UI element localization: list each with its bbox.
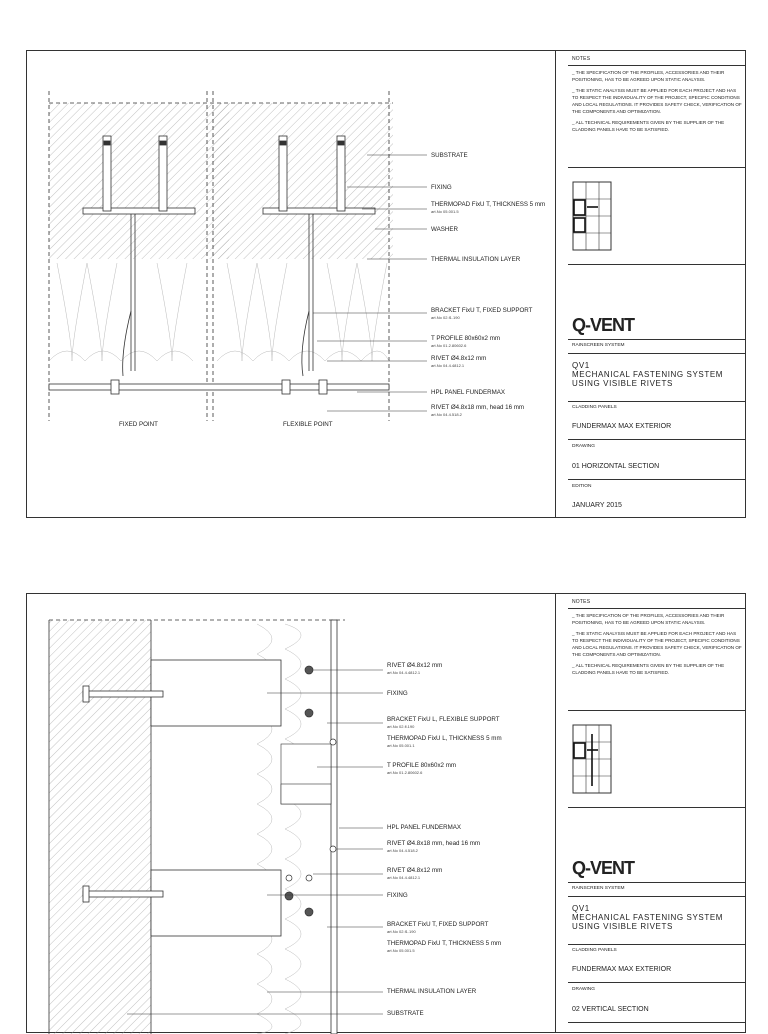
callout-thermopad: THERMOPAD FixU T, THICKNESS 5 mm: [431, 201, 546, 208]
callout-rivet-12-art: art.No 04.4.4812.1: [387, 670, 421, 675]
facade-key-icon: [572, 181, 612, 251]
title-block: [555, 51, 746, 517]
drawing-value: 02 VERTICAL SECTION: [572, 1006, 649, 1013]
brand-logo: Q-VENT: [572, 858, 635, 878]
vertical-section-drawing: [27, 594, 555, 1034]
system-label: RAINSCREEN SYSTEM: [572, 343, 625, 348]
drawing-sheet-vertical: [26, 593, 746, 1033]
callout-rivet-18: RIVET Ø4.8x18 mm, head 16 mm: [387, 840, 481, 847]
callout-substrate: SUBSTRATE: [431, 152, 468, 159]
callout-rivet-18-art: art.No 04.4.518.2: [431, 412, 462, 417]
bracket-fixed: [151, 870, 281, 936]
title-line: MECHANICAL FASTENING SYSTEM: [572, 913, 724, 922]
callout-bracket-fixed-art: art.No 02.f1.190: [387, 929, 416, 934]
panels-label: CLADDING PANELS: [572, 405, 617, 410]
note-item: _ THE SPECIFICATION OF THE PROFILES, ACCESSORIES AND THEIR POSITIONING, HAS TO BE AGREED UPON STATIC ANALYSIS.: [572, 613, 725, 626]
callout-thermopad-l: THERMOPAD FixU L, THICKNESS 5 mm: [387, 735, 502, 742]
callout-substrate: SUBSTRATE: [387, 1010, 424, 1017]
note-item: _ THE STATIC ANALYSIS MUST BE APPLIED FOR EACH PROJECT AND HAS TO RESPECT THE INDIVIDUALITY OF THE PROJECT, SPECIFIC CONDITIONS AND LOCAL REGULATIONS. IT PROVIDES SAFETY CHECK, VERIFICATION OF THE COMPONENTS AND OPTIMIZATION.: [572, 87, 742, 115]
title-line: USING VISIBLE RIVETS: [572, 922, 673, 931]
note-item: _ ALL TECHNICAL REQUIREMENTS GIVEN BY THE SUPPLIER OF THE CLADDING PANELS HAVE TO BE SATISFIED.: [572, 119, 725, 133]
callout-bracket-fixed: BRACKET FixU T, FIXED SUPPORT: [387, 921, 489, 928]
callout-fixing-lower: FIXING: [387, 892, 408, 899]
drawing-label: DRAWING: [572, 444, 596, 449]
callout-insulation: THERMAL INSULATION LAYER: [387, 988, 477, 995]
hpl-panel: [49, 384, 389, 390]
panels-value: FUNDERMAX MAX EXTERIOR: [572, 966, 672, 973]
panels-value: FUNDERMAX MAX EXTERIOR: [572, 423, 672, 430]
title-line: MECHANICAL FASTENING SYSTEM: [572, 370, 724, 379]
brand-logo: Q-VENT: [572, 315, 635, 335]
callout-rivet-18-art: art.No 04.4.518.2: [387, 848, 418, 853]
callout-rivet-12: RIVET Ø4.8x12 mm: [431, 355, 487, 362]
callout-thermopad-l-art: art.No 05.001.1: [387, 743, 415, 748]
callout-thermopad-t: THERMOPAD FixU T, THICKNESS 5 mm: [387, 940, 502, 947]
edition-label: EDITION: [572, 484, 592, 489]
callout-rivet-12-lower: RIVET Ø4.8x12 mm: [387, 867, 443, 874]
notes-list: [572, 69, 742, 136]
substrate-hatch-right: [213, 103, 393, 259]
horizontal-section-drawing: [27, 51, 555, 517]
edition-value: JANUARY 2015: [572, 502, 622, 509]
callout-t-profile: T PROFILE 80x60x2 mm: [387, 762, 457, 769]
callout-washer: WASHER: [431, 226, 458, 233]
drawing-title: [572, 361, 723, 388]
title-line: USING VISIBLE RIVETS: [572, 379, 673, 388]
callout-bracket-art: art.No 02.f1.190: [431, 315, 460, 320]
callout-insulation: THERMAL INSULATION LAYER: [431, 256, 521, 263]
title-block: [555, 594, 746, 1032]
caption-fixed-point: FIXED POINT: [119, 421, 158, 428]
callout-rivet-12: RIVET Ø4.8x12 mm: [387, 662, 443, 669]
callout-rivet-12-lower-art: art.No 04.4.4812.1: [387, 875, 421, 880]
callout-hpl-panel: HPL PANEL FUNDERMAX: [431, 389, 506, 396]
drawing-sheet-horizontal: [26, 50, 746, 518]
callout-rivet-18: RIVET Ø4.8x18 mm, head 16 mm: [431, 404, 525, 411]
title-line: QV1: [572, 361, 590, 370]
callout-t-profile: T PROFILE 80x60x2 mm: [431, 335, 501, 342]
notes-list: [572, 612, 742, 679]
substrate-hatch-left: [49, 103, 229, 259]
drawing-title: [572, 904, 723, 931]
callout-fixing: FIXING: [387, 690, 408, 697]
callout-bracket: BRACKET FixU T, FIXED SUPPORT: [431, 307, 533, 314]
notes-heading: NOTES: [572, 599, 591, 605]
insulation-pattern: [49, 263, 389, 361]
callout-t-profile-art: art.No 01.2.80602.6: [431, 343, 467, 348]
callout-rivet-12-art: art.No 04.4.4812.1: [431, 363, 465, 368]
drawing-value: 01 HORIZONTAL SECTION: [572, 463, 660, 470]
callout-thermopad-t-art: art.No 05.001.5: [387, 948, 415, 953]
callout-t-profile-art: art.No 01.2.80602.6: [387, 770, 423, 775]
note-item: _ THE SPECIFICATION OF THE PROFILES, ACCESSORIES AND THEIR POSITIONING, HAS TO BE AGREED UPON STATIC ANALYSIS.: [572, 70, 725, 83]
hpl-panel: [331, 620, 337, 1034]
callout-hpl-panel: HPL PANEL FUNDERMAX: [387, 824, 462, 831]
substrate-hatch: [49, 620, 151, 1034]
note-item: _ THE STATIC ANALYSIS MUST BE APPLIED FOR EACH PROJECT AND HAS TO RESPECT THE INDIVIDUALITY OF THE PROJECT, SPECIFIC CONDITIONS AND LOCAL REGULATIONS. IT PROVIDES SAFETY CHECK, VERIFICATION OF THE COMPONENTS AND OPTIMIZATION.: [572, 630, 742, 658]
caption-flexible-point: FLEXIBLE POINT: [283, 421, 333, 428]
callout-fixing: FIXING: [431, 184, 452, 191]
title-line: QV1: [572, 904, 590, 913]
system-label: RAINSCREEN SYSTEM: [572, 886, 625, 891]
note-item: _ ALL TECHNICAL REQUIREMENTS GIVEN BY THE SUPPLIER OF THE CLADDING PANELS HAVE TO BE SATISFIED.: [572, 662, 725, 676]
facade-key-icon: [572, 724, 612, 794]
callout-bracket-flexible-art: art.No 02.fl.190: [387, 724, 415, 729]
drawing-label: DRAWING: [572, 987, 596, 992]
bracket-flexible: [151, 660, 281, 726]
notes-heading: NOTES: [572, 56, 591, 62]
panels-label: CLADDING PANELS: [572, 948, 617, 953]
callout-thermopad-art: art.No 05.001.5: [431, 209, 459, 214]
thermopad-left: [83, 208, 195, 214]
callout-bracket-flexible: BRACKET FixU L, FLEXIBLE SUPPORT: [387, 716, 500, 723]
